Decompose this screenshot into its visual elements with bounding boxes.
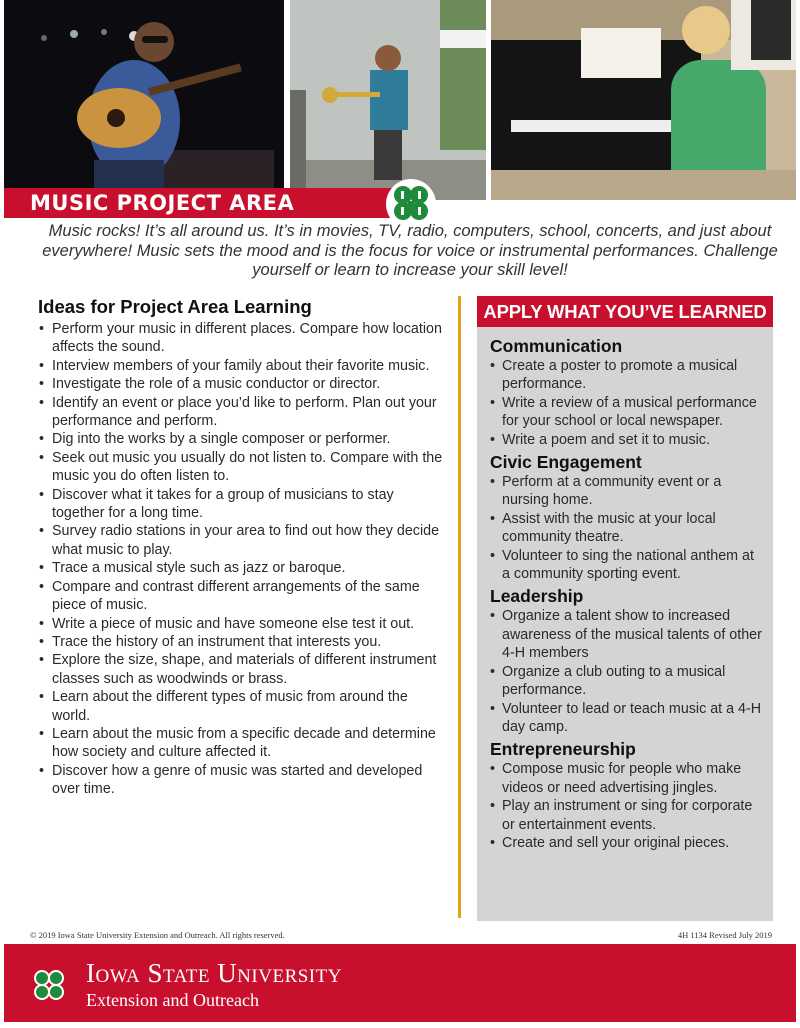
column-divider [458, 296, 461, 918]
list-item: • Volunteer to lead or teach music at a 4-H day camp. [490, 700, 763, 737]
list-item: • Play an instrument or sing for corporate or entertainment events. [490, 797, 763, 834]
piano-player-photo [491, 0, 796, 200]
4h-clover-icon [28, 964, 70, 1006]
guitar-player-photo [4, 0, 284, 200]
list-item: • Survey radio stations in your area to find out how they decide what music to play. [38, 522, 443, 559]
list-item: • Identify an event or place you’d like to perform. Plan out your performance and perform. [38, 394, 443, 431]
entrepreneurship-list [490, 760, 763, 852]
list-item: • Interview members of your family about their favorite music. [38, 357, 443, 375]
list-item: • Create and sell your original pieces. [490, 834, 763, 852]
list-item: • Investigate the role of a music conductor or director. [38, 375, 443, 393]
publication-number: 4H 1134 Revised July 2019 [677, 930, 772, 940]
section-title-communication: Communication [490, 336, 623, 356]
page-title: MUSIC PROJECT AREA [30, 191, 295, 215]
list-item: • Learn about the different types of music from around the world. [38, 688, 443, 725]
list-item: • Compare and contrast different arrangements of the same piece of music. [38, 578, 443, 615]
communication-list [490, 357, 763, 449]
section-title-civic-engagement: Civic Engagement [490, 452, 642, 473]
university-name: Iowa State University [86, 958, 342, 988]
apply-panel [477, 327, 773, 921]
list-item: • Write a review of a musical performance for your school or local newspaper. [490, 394, 763, 431]
list-item: • Perform your music in different places. Compare how location affects the sound. [38, 320, 443, 357]
list-item: • Learn about the music from a specific decade and determine how society and culture affected it. [38, 725, 443, 762]
list-item: • Assist with the music at your local community theatre. [490, 510, 763, 547]
list-item: • Create a poster to promote a musical performance. [490, 357, 763, 394]
apply-heading: APPLY WHAT YOU’VE LEARNED [477, 296, 773, 327]
list-item: • Explore the size, shape, and materials of different instrument classes such as woodwinds or brass. [38, 651, 443, 688]
list-item: • Discover how a genre of music was started and developed over time. [38, 762, 443, 799]
list-item: • Seek out music you usually do not listen to. Compare with the music you do often listen to. [38, 449, 443, 486]
photo-strip [4, 0, 796, 200]
list-item: • Organize a club outing to a musical performance. [490, 663, 763, 700]
title-banner [4, 188, 412, 218]
list-item: • Trace a musical style such as jazz or baroque. [38, 559, 443, 577]
extension-name: Extension and Outreach [86, 990, 259, 1010]
list-item: • Dig into the works by a single composer or performer. [38, 430, 443, 448]
trumpet-player-photo [290, 0, 486, 200]
section-title-leadership: Leadership [490, 586, 584, 607]
leadership-list [490, 607, 763, 736]
section-title-entrepreneurship: Entrepreneurship [490, 739, 636, 760]
list-item: • Perform at a community event or a nursing home. [490, 473, 763, 510]
ideas-section [38, 296, 443, 799]
ideas-list [38, 320, 443, 799]
ideas-heading: Ideas for Project Area Learning [38, 296, 312, 317]
list-item: • Trace the history of an instrument that interests you. [38, 633, 443, 651]
list-item: • Write a piece of music and have someone else test it out. [38, 615, 443, 633]
copyright-notice: © 2019 Iowa State University Extension and Outreach. All rights reserved. [30, 930, 285, 940]
footer-bar [4, 944, 796, 1022]
list-item: • Compose music for people who make videos or need advertising jingles. [490, 760, 763, 797]
intro-paragraph: Music rocks! It’s all around us. It’s in movies, TV, radio, computers, school, concerts, and just about everywhere! Music sets the mood and is the focus for voice or instrumental performances. Challenge yourself or learn to increase your skill level! [42, 222, 778, 279]
civic-engagement-list [490, 473, 763, 583]
list-item: • Volunteer to sing the national anthem at a community sporting event. [490, 547, 763, 584]
list-item: • Write a poem and set it to music. [490, 431, 763, 449]
list-item: • Discover what it takes for a group of musicians to stay together for a long time. [38, 486, 443, 523]
list-item: • Organize a talent show to increased awareness of the musical talents of other 4-H members [490, 607, 763, 662]
